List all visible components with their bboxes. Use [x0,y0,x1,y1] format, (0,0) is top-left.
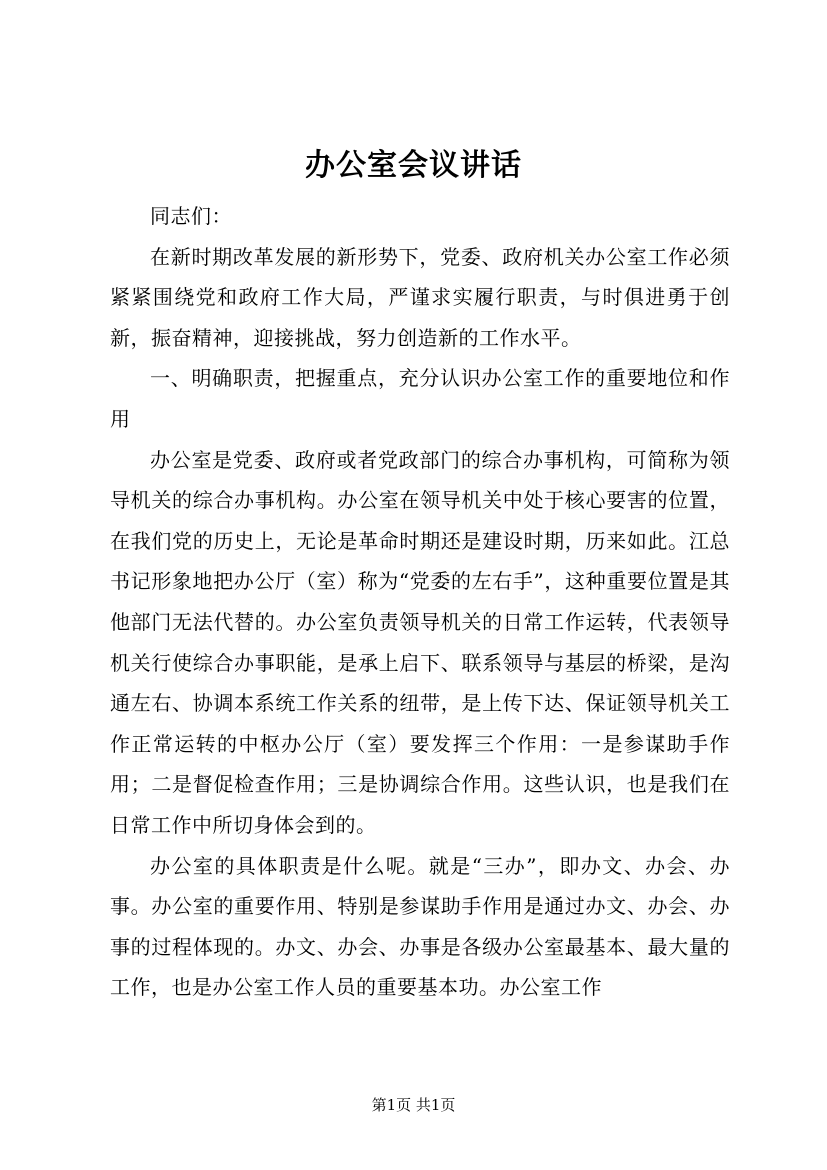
paragraph-duties: 办公室的具体职责是什么呢。就是“三办”，即办文、办会、办事。办公室的重要作用、特别是参谋助手作用是通过办文、办会、办事的过程体现的。办文、办会、办事是各级办公室最基本、最大量的工作，也是办公室工作人员的重要基本功。办公室工作 [110,853,730,1000]
section-heading: 一、明确职责，把握重点，充分认识办公室工作的重要地位和作用 [110,366,730,431]
paragraph-role: 办公室是党委、政府或者党政部门的综合办事机构，可简称为领导机关的综合办事机构。办公室在领导机关中处于核心要害的位置，在我们党的历史上，无论是革命时期还是建设时期，历来如此。江总书记形象地把办公厅（室）称为“党委的左右手”，这种重要位置是其他部门无法代替的。办公室负责领导机关的日常工作运转，代表领导机关行使综合办事职能，是承上启下、联系领导与基层的桥梁，是沟通左右、协调本系统工作关系的纽带，是上传下达、保证领导机关工作正常运转的中枢办公厅（室）要发挥三个作用：一是参谋助手作用；二是督促检查作用；三是协调综合作用。这些认识，也是我们在日常工作中所切身体会到的。 [110,447,730,837]
document-body [110,196,730,1008]
page-footer: 第1页 共1页 [371,1096,456,1114]
salutation: 同志们： [150,204,232,228]
paragraph-intro: 在新时期改革发展的新形势下，党委、政府机关办公室工作必须紧紧围绕党和政府工作大局，严谨求实履行职责，与时俱进勇于创新，振奋精神，迎接挑战，努力创造新的工作水平。 [110,244,730,350]
document-title: 办公室会议讲话 [305,148,522,183]
